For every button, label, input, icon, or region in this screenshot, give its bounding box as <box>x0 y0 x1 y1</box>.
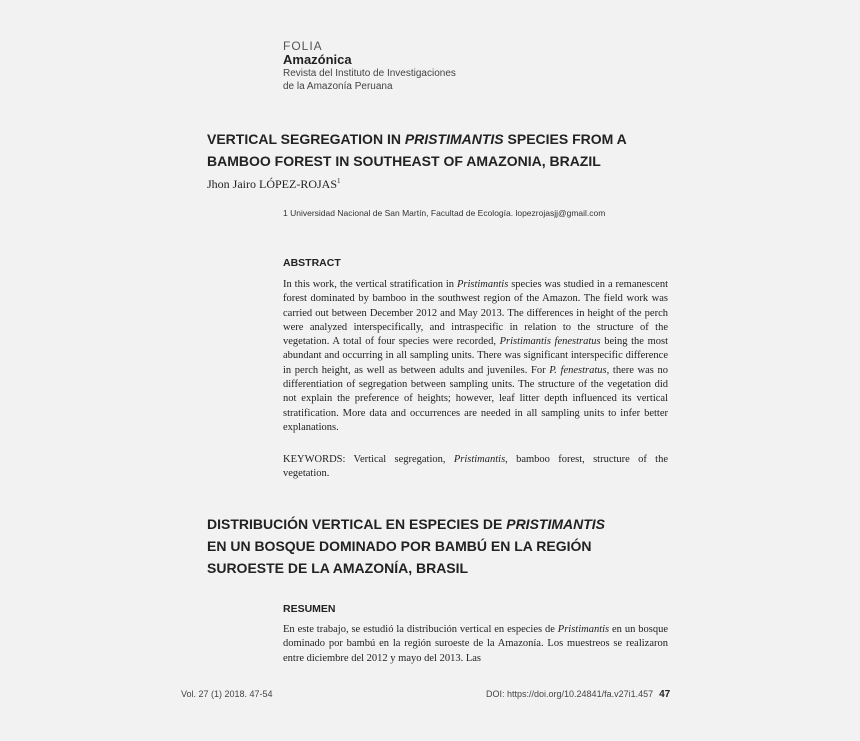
abstract-p3-italic: P. fenestratus <box>549 364 607 376</box>
author <box>207 177 341 192</box>
resumen-text <box>283 623 668 666</box>
title-en-italic: PRISTIMANTIS <box>404 131 504 147</box>
abstract-p4: , there was no differentiation of segregation between sampling units. The structure of the vegetation did not explain the preference of heights; however, leaf litter depth influenced its vertical stratification. More data and occurrences are needed in all sampling units to infer better explanations. <box>283 364 668 433</box>
abstract-p1-italic: Pristimantis <box>456 279 509 290</box>
author-name: Jhon Jairo LÓPEZ-ROJAS <box>207 177 338 191</box>
journal-subtitle-line2: de la Amazonía Peruana <box>283 81 393 92</box>
abstract-p2: species was studied in a remanescent forest dominated by bamboo in the southwest region of the Amazon. The field work was carried out between December 2012 and May 2013. The differences in height of the perch were analyzed interspecifically, and intraspecific in relation to the structure of the vegetation. A total of four species were recorded, <box>283 279 668 348</box>
keywords-a: KEYWORDS: Vertical segregation, <box>283 454 454 465</box>
title-en-part2: SPECIES FROM A BAMBOO FOREST IN SOUTHEAST OF AMAZONIA, BRAZIL <box>207 131 627 169</box>
resumen-r2: en un bosque dominado por bambú en la región suroeste de la Amazonía. Los muestreos se realizaron entre diciembre del 2012 y mayo del 2013. Las <box>283 624 668 664</box>
title-es-part1: DISTRIBUCIÓN VERTICAL EN ESPECIES DE <box>207 516 507 532</box>
abstract-p3: being the most abundant and occurring in all sampling units. There was significant interspecific difference in perch height, as well as between adults and juveniles. For <box>283 336 668 376</box>
affiliation: 1 Universidad Nacional de San Martín, Facultad de Ecología. lopezrojasjj@gmail.com <box>283 208 606 218</box>
journal-logo-top: FOLIA <box>283 39 323 53</box>
journal-header <box>283 40 456 93</box>
abstract-heading: ABSTRACT <box>283 257 341 269</box>
abstract-p2-italic: Pristimantis fenestratus <box>499 336 601 348</box>
abstract-text <box>283 278 668 435</box>
journal-subtitle-line1: Revista del Instituto de Investigaciones <box>283 68 456 79</box>
footer-doi-area <box>486 689 670 700</box>
title-es-part2: EN UN BOSQUE DOMINADO POR BAMBÚ EN LA REGIÓN SUROESTE DE LA AMAZONÍA, BRASIL <box>207 538 592 576</box>
article-title-en <box>207 128 667 172</box>
footer-doi[interactable]: DOI: https://doi.org/10.24841/fa.v27i1.457 <box>486 689 654 699</box>
abstract-p1: In this work, the vertical stratification in <box>283 279 457 290</box>
resumen-heading: RESUMEN <box>283 603 336 615</box>
keywords-b: , bamboo forest, structure of the vegetation. <box>283 454 668 480</box>
footer-volume: Vol. 27 (1) 2018. 47-54 <box>181 689 273 699</box>
keywords-italic: Pristimantis <box>453 454 506 465</box>
resumen-r1: En este trabajo, se estudió la distribución vertical en especies de <box>283 624 558 635</box>
title-en-part1: VERTICAL SEGREGATION IN <box>207 131 405 147</box>
author-superscript: 1 <box>337 177 341 185</box>
title-es-italic: PRISTIMANTIS <box>506 516 606 532</box>
resumen-r1-italic: Pristimantis <box>557 624 610 635</box>
keywords <box>283 453 668 482</box>
page-number: 47 <box>659 689 671 700</box>
journal-logo-main: Amazónica <box>283 52 352 67</box>
article-title-es <box>207 513 667 579</box>
